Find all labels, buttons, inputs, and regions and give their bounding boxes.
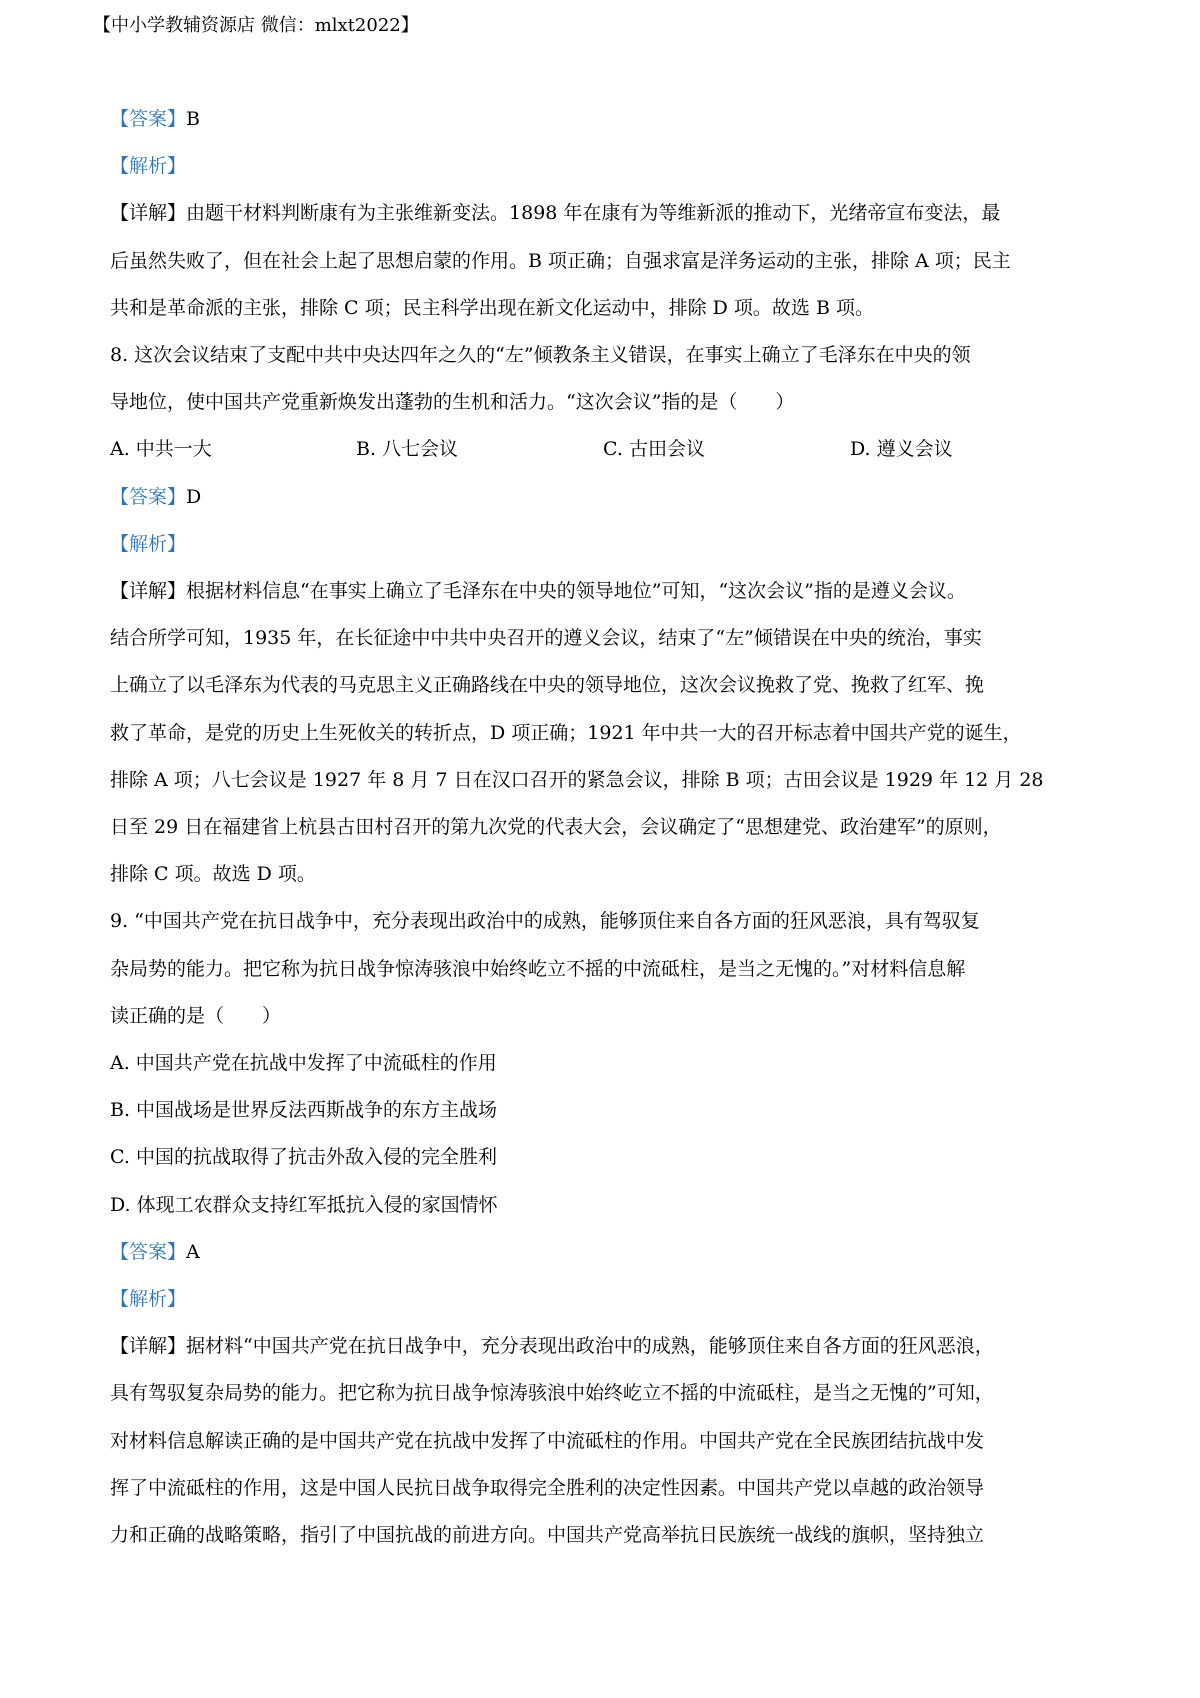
q9-option-d: D. 体现工农群众支持红军抵抗入侵的家国情怀	[110, 1193, 498, 1216]
q9-detail-line: 力和正确的战略策略，指引了中国抗战的前进方向。中国共产党高举抗日民族统一战线的旗帜，坚持独立	[110, 1524, 985, 1547]
q8-options-row	[110, 426, 1100, 473]
q8-detail-text: 根据材料信息“在事实上确立了毛泽东在中央的领导地位”可知，“这次会议”指的是遵义会议。	[186, 580, 966, 603]
detail-tag: 【详解】	[110, 202, 187, 225]
q7-detail-line: 后虽然失败了，但在社会上起了思想启蒙的作用。B 项正确；自强求富是洋务运动的主张，排除 A 项；民主	[110, 249, 1011, 272]
q7-detail-line: 共和是革命派的主张，排除 C 项；民主科学出现在新文化运动中，排除 D 项。故选 B 项。	[110, 296, 874, 319]
page-content	[110, 96, 1100, 1559]
analysis-tag: 【解析】	[110, 532, 187, 555]
q9-detail-line: 挥了中流砥柱的作用，这是中国人民抗日战争取得完全胜利的决定性因素。中国共产党以卓越的政治领导	[110, 1476, 985, 1499]
q9-stem-line: 读正确的是（ ）	[110, 1004, 282, 1027]
q8-stem-line: 8. 这次会议结束了支配中共中央达四年之久的“左”倾教条主义错误，在事实上确立了毛泽东在中央的领	[110, 344, 971, 367]
q8-detail-line: 救了革命，是党的历史上生死攸关的转折点，D 项正确；1921 年中共一大的召开标志着中国共产党的诞生，	[110, 721, 1022, 744]
q8-option-c: C. 古田会议	[603, 438, 705, 461]
q8-detail-line: 日至 29 日在福建省上杭县古田村召开的第九次党的代表大会，会议确定了“思想建党、政治建军”的原则，	[110, 816, 1002, 839]
q8-stem-line: 导地位，使中国共产党重新焕发出蓬勃的生机和活力。“这次会议”指的是（ ）	[110, 391, 795, 414]
page-header-watermark: 【中小学教辅资源店 微信：mlxt2022】	[93, 15, 419, 36]
analysis-tag: 【解析】	[110, 1288, 187, 1311]
analysis-tag: 【解析】	[110, 155, 187, 178]
q9-detail-line	[110, 1323, 1100, 1370]
q9-detail-text: 据材料“中国共产党在抗日战争中，充分表现出政治中的成熟，能够顶住来自各方面的狂风恶浪，	[186, 1335, 994, 1358]
q9-analysis-line	[110, 1276, 1100, 1323]
answer-tag: 【答案】	[110, 485, 187, 508]
q9-answer-value: A	[186, 1240, 200, 1263]
q8-detail-line: 结合所学可知，1935 年，在长征途中中共中央召开的遵义会议，结束了“左”倾错误在中央的统治，事实	[110, 627, 982, 650]
q8-answer-value: D	[186, 485, 202, 508]
q9-detail-line: 具有驾驭复杂局势的能力。把它称为抗日战争惊涛骇浪中始终屹立不摇的中流砥柱，是当之无愧的”可知，	[110, 1382, 994, 1405]
detail-tag: 【详解】	[110, 580, 187, 603]
q9-answer-line	[110, 1229, 1100, 1276]
q7-detail-line	[110, 190, 1100, 237]
q9-option-c: C. 中国的抗战取得了抗击外敌入侵的完全胜利	[110, 1146, 497, 1169]
q8-option-d: D. 遵义会议	[850, 438, 953, 461]
q7-analysis-line	[110, 143, 1100, 190]
q7-detail-text: 由题干材料判断康有为主张维新变法。1898 年在康有为等维新派的推动下，光绪帝宣布变法，最	[186, 202, 1001, 225]
q8-answer-line	[110, 474, 1100, 521]
q8-detail-line: 排除 A 项；八七会议是 1927 年 8 月 7 日在汉口召开的紧急会议，排除 B 项；古田会议是 1929 年 12 月 28	[110, 768, 1044, 791]
detail-tag: 【详解】	[110, 1335, 187, 1358]
answer-tag: 【答案】	[110, 108, 187, 130]
q8-option-b: B. 八七会议	[356, 438, 459, 461]
q7-answer-line	[110, 96, 1100, 143]
q8-option-a: A. 中共一大	[110, 438, 212, 461]
q8-detail-line: 排除 C 项。故选 D 项。	[110, 863, 316, 886]
q8-detail-line: 上确立了以毛泽东为代表的马克思主义正确路线在中央的领导地位，这次会议挽救了党、挽救了红军、挽	[110, 674, 985, 697]
q9-stem-line: 杂局势的能力。把它称为抗日战争惊涛骇浪中始终屹立不摇的中流砥柱，是当之无愧的。”对材料信息解	[110, 957, 966, 980]
q9-stem-line: 9. “中国共产党在抗日战争中，充分表现出政治中的成熟，能够顶住来自各方面的狂风恶浪，具有驾驭复	[110, 910, 980, 933]
q9-option-a: A. 中国共产党在抗战中发挥了中流砥柱的作用	[110, 1052, 497, 1075]
q8-detail-line	[110, 568, 1100, 615]
q9-option-b: B. 中国战场是世界反法西斯战争的东方主战场	[110, 1099, 498, 1122]
q9-detail-line: 对材料信息解读正确的是中国共产党在抗战中发挥了中流砥柱的作用。中国共产党在全民族团结抗战中发	[110, 1429, 985, 1452]
q8-analysis-line	[110, 521, 1100, 568]
q7-answer-value: B	[186, 108, 200, 130]
answer-tag: 【答案】	[110, 1240, 187, 1263]
